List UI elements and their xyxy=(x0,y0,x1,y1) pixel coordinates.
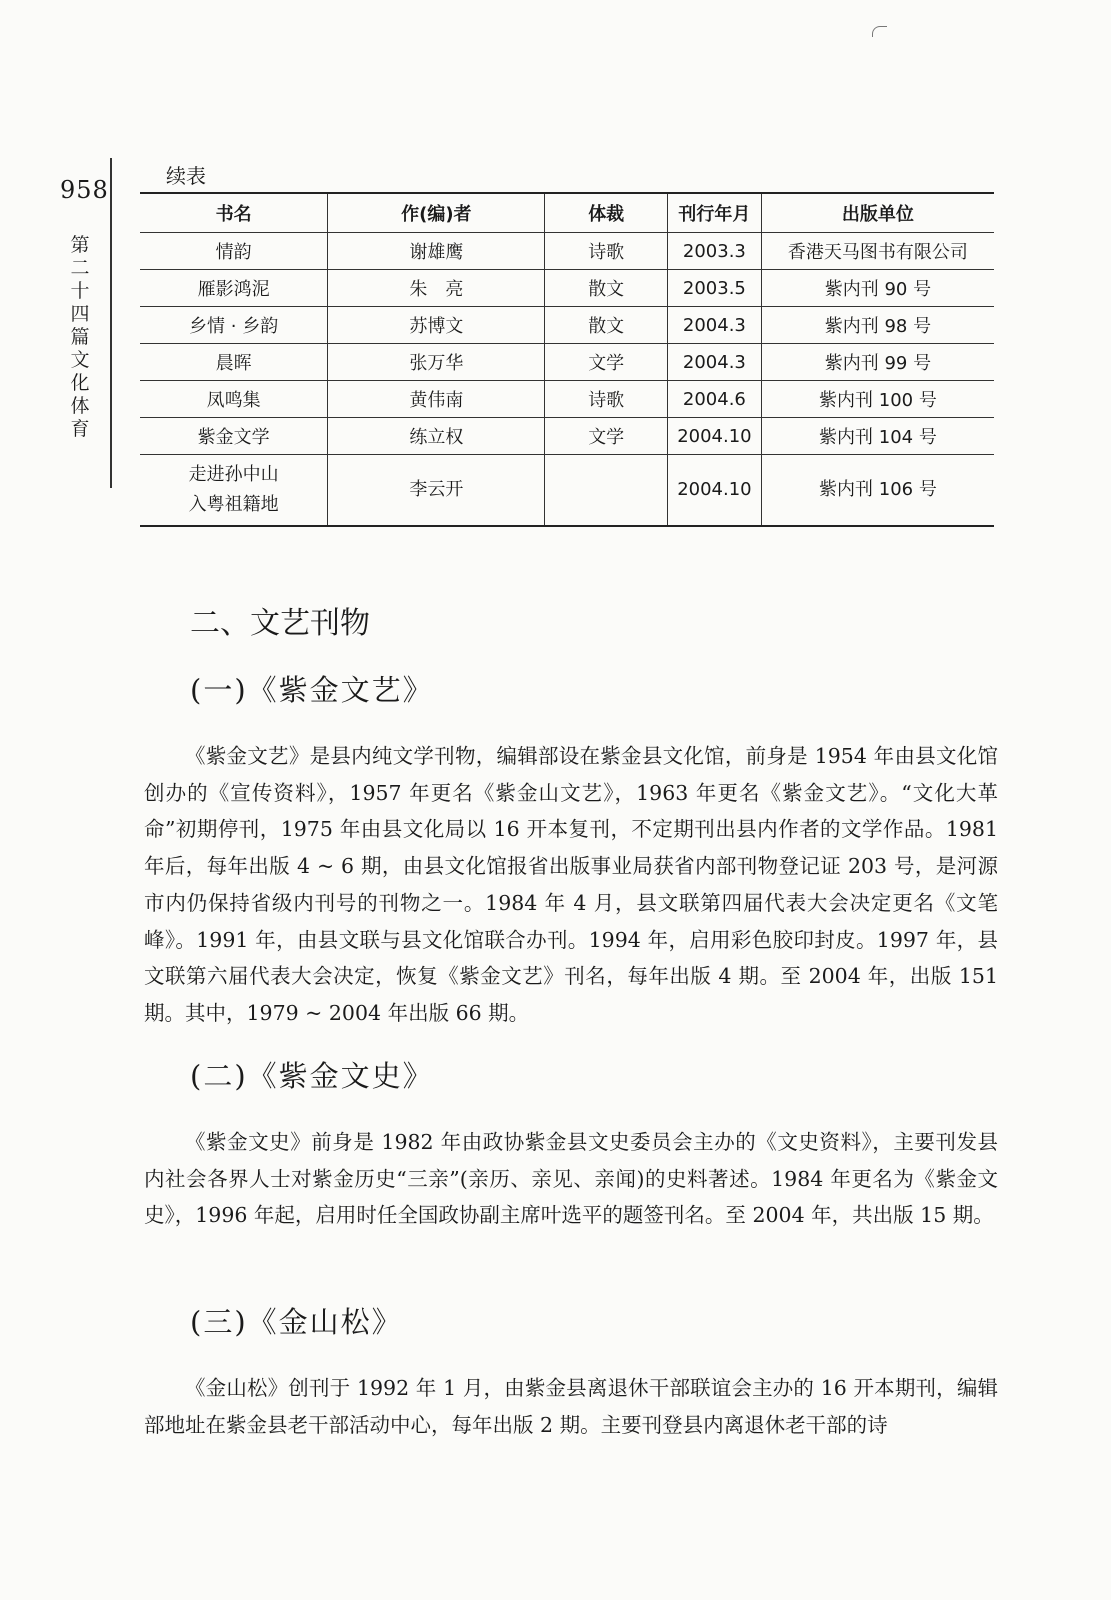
table-cell: 紫内刊 100 号 xyxy=(761,381,994,418)
paragraph: 《紫金文艺》是县内纯文学刊物，编辑部设在紫金县文化馆，前身是 1954 年由县文化馆创办的《宣传资料》，1957 年更名《紫金山文艺》，1963 年更名《紫金文艺》。“文化大革命”初期停刊，1975 年由县文化局以 16 开本复刊，不定期刊出县内作者的文学作品。1981 年后，每年出版 4 ~ 6 期，由县文化馆报省出版事业局获省内部刊物登记证 203 号，是河源市内仍保持省级内刊号的刊物之一。1984 年 4 月，县文联第四届代表大会决定更名《文笔峰》。1991 年，由县文联与县文化馆联合办刊。1994 年，启用彩色胶印封皮。1997 年，县文联第六届代表大会决定，恢复《紫金文艺》刊名，每年出版 4 期。至 2004 年，出版 151 期。其中，1979 ~ 2004 年出版 66 期。 xyxy=(144,744,998,1025)
column-header: 作(编)者 xyxy=(328,193,545,233)
paragraph: 《紫金文史》前身是 1982 年由政协紫金县文史委员会主办的《文史资料》，主要刊发县内社会各界人士对紫金历史“三亲”(亲历、亲见、亲闻)的史料著述。1984 年更名为《紫金文史》，1996 年起，启用时任全国政协副主席叶选平的题签刊名。至 2004 年，共出版 15 期。 xyxy=(144,1130,998,1228)
table-cell: 散文 xyxy=(545,307,668,344)
table-cell: 2004.10 xyxy=(667,418,761,455)
table-cell: 2003.5 xyxy=(667,270,761,307)
table-cell: 2004.3 xyxy=(667,344,761,381)
subsection-heading: (二)《紫金文史》 xyxy=(190,1059,434,1093)
table-cell: 紫内刊 99 号 xyxy=(761,344,994,381)
subsection-heading: (三)《金山松》 xyxy=(190,1305,403,1339)
book-list-table xyxy=(140,192,994,527)
column-header: 体裁 xyxy=(545,193,668,233)
table-cell: 诗歌 xyxy=(545,381,668,418)
table-row xyxy=(140,307,994,344)
column-header: 出版单位 xyxy=(761,193,994,233)
table-cell: 朱 亮 xyxy=(328,270,545,307)
table-cell: 紫内刊 106 号 xyxy=(761,455,994,527)
section-heading: 二、文艺刊物 xyxy=(190,606,370,641)
paragraph: 《金山松》创刊于 1992 年 1 月，由紫金县离退休干部联谊会主办的 16 开本期刊，编辑部地址在紫金县老干部活动中心，每年出版 2 期。主要刊登县内离退休老干部的诗 xyxy=(144,1376,998,1437)
table-cell: 香港天马图书有限公司 xyxy=(761,233,994,270)
table-cell: 紫内刊 90 号 xyxy=(761,270,994,307)
table-row xyxy=(140,270,994,307)
table-row xyxy=(140,381,994,418)
table-cell: 乡情 · 乡韵 xyxy=(140,307,328,344)
table-cell: 晨晖 xyxy=(140,344,328,381)
table-cell: 黄伟南 xyxy=(328,381,545,418)
table-cell: 情韵 xyxy=(140,233,328,270)
column-header: 书名 xyxy=(140,193,328,233)
table-row xyxy=(140,344,994,381)
table-cell: 李云开 xyxy=(328,455,545,527)
table-cell: 紫内刊 104 号 xyxy=(761,418,994,455)
table-cell: 2003.3 xyxy=(667,233,761,270)
table-cell: 凤鸣集 xyxy=(140,381,328,418)
table-row xyxy=(140,233,994,270)
page-number: 958 xyxy=(60,176,109,204)
table-cell xyxy=(545,455,668,527)
table-cell: 2004.10 xyxy=(667,455,761,527)
table-cell: 谢雄鹰 xyxy=(328,233,545,270)
table-cell: 散文 xyxy=(545,270,668,307)
chapter-side-title: 第二十四篇 文化 体育 xyxy=(70,234,90,440)
table-cell: 走进孙中山 入粤祖籍地 xyxy=(140,455,328,527)
side-divider xyxy=(110,158,112,488)
table-cell: 2004.6 xyxy=(667,381,761,418)
table-cell: 诗歌 xyxy=(545,233,668,270)
table-cell: 雁影鸿泥 xyxy=(140,270,328,307)
table-cell: 张万华 xyxy=(328,344,545,381)
column-header: 刊行年月 xyxy=(667,193,761,233)
table-row xyxy=(140,455,994,527)
table-cell: 紫内刊 98 号 xyxy=(761,307,994,344)
table-cell: 2004.3 xyxy=(667,307,761,344)
table-cell: 紫金文学 xyxy=(140,418,328,455)
subsection-heading: (一)《紫金文艺》 xyxy=(190,673,434,707)
table-cell: 文学 xyxy=(545,418,668,455)
table-caption: 续表 xyxy=(166,164,206,188)
table-cell: 文学 xyxy=(545,344,668,381)
table-cell: 练立权 xyxy=(328,418,545,455)
scan-mark xyxy=(872,26,887,37)
table-row xyxy=(140,418,994,455)
table-header-row xyxy=(140,193,994,233)
table-cell: 苏博文 xyxy=(328,307,545,344)
